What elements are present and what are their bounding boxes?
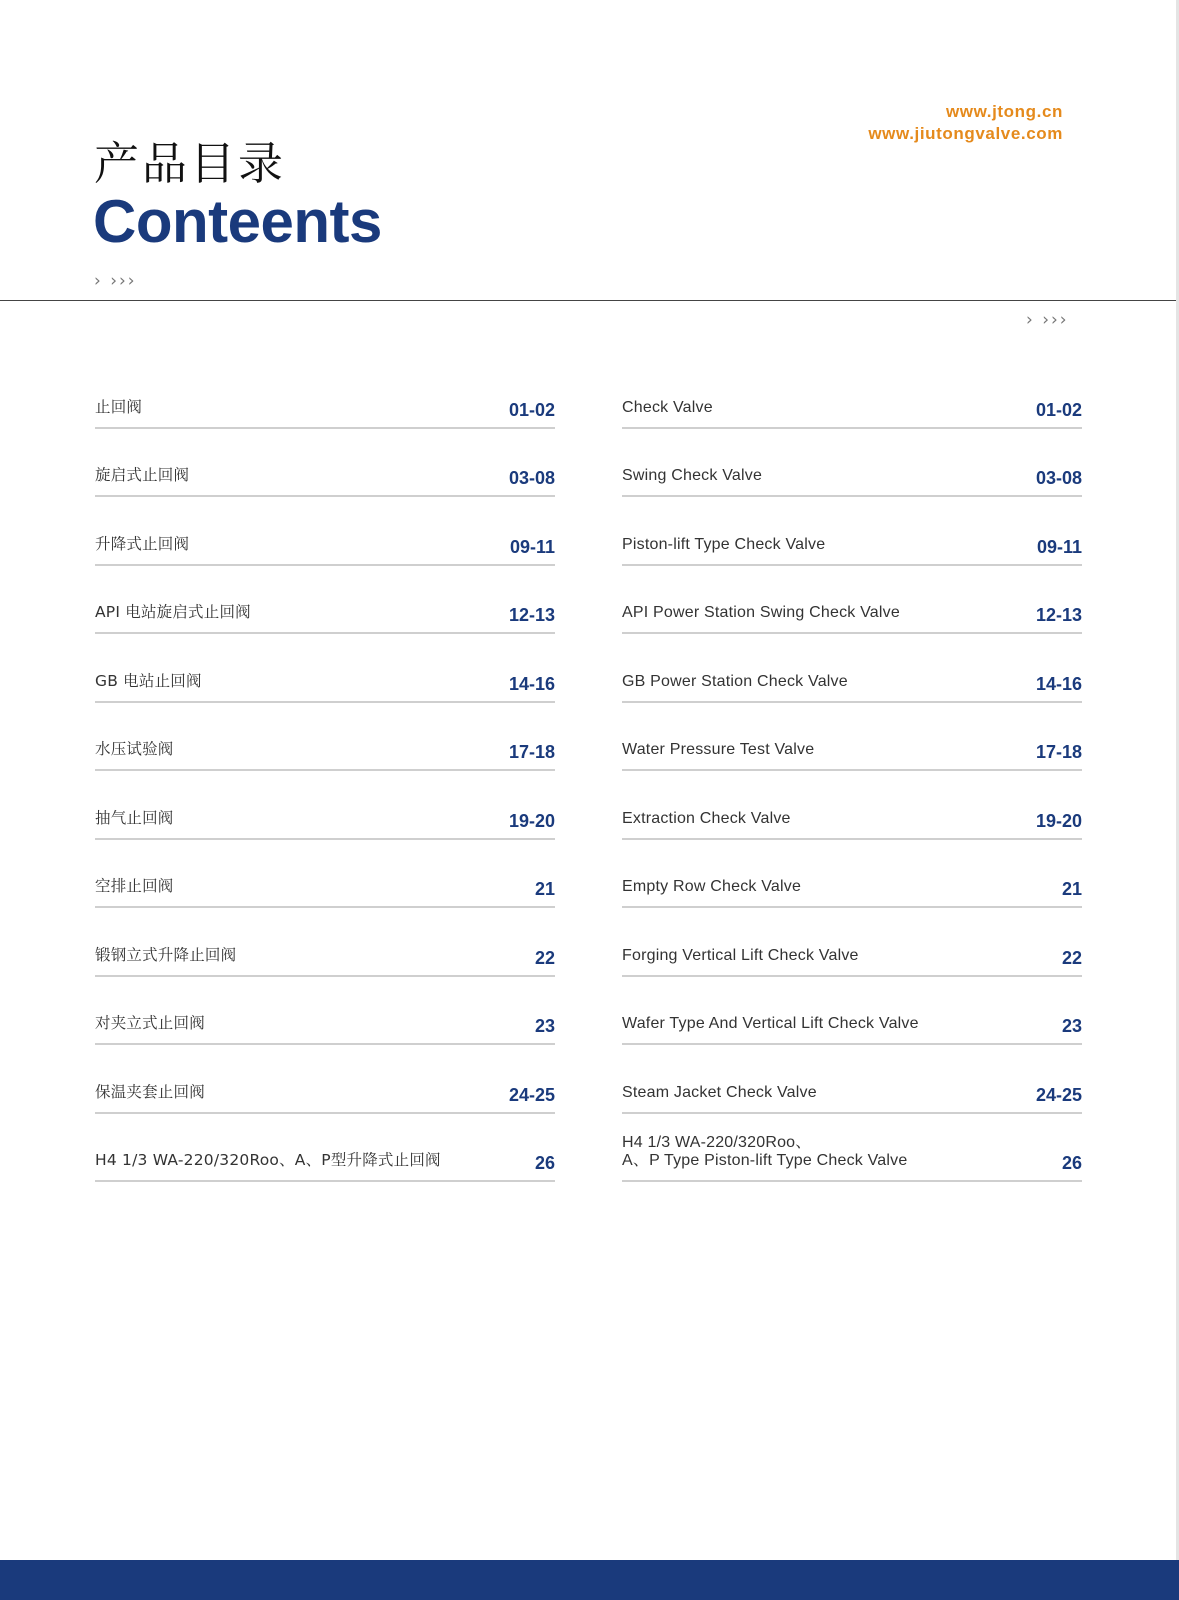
toc-page-number: 12-13 xyxy=(508,605,555,625)
toc-label: GB 电站止回阀 xyxy=(95,671,202,690)
toc-row[interactable] xyxy=(622,634,1082,703)
toc-row[interactable] xyxy=(95,977,555,1046)
toc-label: H4 1/3 WA-220/320Roo、 A、P Type Piston-lift Type Check Valve xyxy=(622,1134,908,1169)
toc-page-number: 09-11 xyxy=(509,536,555,557)
website-urls xyxy=(868,101,1063,145)
toc-underline xyxy=(622,1180,1082,1182)
toc-page-number: 22 xyxy=(1061,947,1082,968)
toc-row[interactable] xyxy=(95,840,555,909)
toc-page-number: 12-13 xyxy=(1035,605,1082,625)
toc-row[interactable] xyxy=(95,429,555,498)
toc-row[interactable] xyxy=(95,634,555,703)
toc-label: 升降式止回阀 xyxy=(95,534,190,553)
toc-page-number: 23 xyxy=(534,1016,555,1036)
chevron-decoration-right: › ››› xyxy=(1026,310,1069,330)
toc-row[interactable] xyxy=(95,771,555,840)
toc-label: 旋启式止回阀 xyxy=(95,466,190,484)
toc-page-number: 03-08 xyxy=(508,468,555,488)
toc-page-number: 03-08 xyxy=(1035,468,1082,488)
toc-page-number: 01-02 xyxy=(1035,399,1082,420)
toc-page-number: 19-20 xyxy=(508,810,555,831)
toc-row[interactable] xyxy=(622,497,1082,566)
toc-row[interactable] xyxy=(622,429,1082,498)
toc-row[interactable] xyxy=(622,566,1082,635)
toc-underline xyxy=(95,1180,555,1182)
toc-label: Water Pressure Test Valve xyxy=(622,741,815,758)
toc-page-number: 26 xyxy=(534,1153,555,1173)
toc-row[interactable] xyxy=(95,908,555,977)
toc-row[interactable] xyxy=(622,977,1082,1046)
toc-page-number: 17-18 xyxy=(1035,742,1082,762)
toc-label: API Power Station Swing Check Valve xyxy=(622,604,900,621)
url-jtong[interactable]: www.jtong.cn xyxy=(945,102,1063,121)
toc-page-number: 21 xyxy=(534,879,555,899)
toc-page-number: 22 xyxy=(534,947,555,968)
toc-label: 止回阀 xyxy=(95,397,143,416)
footer-bar xyxy=(0,1560,1179,1600)
toc-label: Forging Vertical Lift Check Valve xyxy=(622,946,859,964)
toc-row[interactable] xyxy=(622,1045,1082,1114)
toc-page-number: 14-16 xyxy=(508,673,555,694)
toc-label: API 电站旋启式止回阀 xyxy=(95,603,251,621)
toc-row[interactable] xyxy=(95,497,555,566)
toc-label: Wafer Type And Vertical Lift Check Valve xyxy=(622,1015,919,1032)
header-divider xyxy=(0,300,1176,301)
toc-row[interactable] xyxy=(622,1114,1082,1183)
toc-label: 抽气止回阀 xyxy=(95,808,174,827)
toc-label: H4 1/3 WA-220/320Roo、A、P型升降式止回阀 xyxy=(95,1151,441,1169)
toc-label: 对夹立式止回阀 xyxy=(95,1014,205,1032)
toc-label: Swing Check Valve xyxy=(622,467,763,484)
toc-row[interactable] xyxy=(95,1045,555,1114)
toc-page-number: 19-20 xyxy=(1035,810,1082,831)
toc-page-number: 21 xyxy=(1061,879,1082,899)
page-title-en: Conteents xyxy=(93,188,382,255)
toc-row[interactable] xyxy=(95,566,555,635)
toc-page-number: 24-25 xyxy=(1035,1084,1082,1105)
toc-label: 保温夹套止回阀 xyxy=(95,1082,205,1101)
toc-row[interactable] xyxy=(622,771,1082,840)
toc-label: GB Power Station Check Valve xyxy=(622,672,848,690)
toc-row[interactable] xyxy=(95,360,555,429)
toc-english xyxy=(622,360,1082,1182)
toc-label: Piston-lift Type Check Valve xyxy=(622,535,826,553)
page-title-cn: 产品目录 xyxy=(94,137,287,190)
toc-label: 水压试验阀 xyxy=(95,740,174,758)
toc-page-number: 01-02 xyxy=(508,399,555,420)
toc-label: Empty Row Check Valve xyxy=(622,878,802,895)
toc-row[interactable] xyxy=(95,703,555,772)
toc-row[interactable] xyxy=(622,840,1082,909)
url-jiutongvalve[interactable]: www.jiutongvalve.com xyxy=(868,124,1063,143)
toc-chinese xyxy=(95,360,555,1182)
toc-page-number: 24-25 xyxy=(508,1084,555,1105)
toc-label: Steam Jacket Check Valve xyxy=(622,1083,817,1101)
toc-label: 锻钢立式升降止回阀 xyxy=(95,945,237,964)
toc-page-number: 14-16 xyxy=(1035,673,1082,694)
chevron-decoration: › ››› xyxy=(94,271,137,291)
toc-page-number: 23 xyxy=(1061,1016,1082,1036)
toc-row[interactable] xyxy=(622,908,1082,977)
toc-page-number: 09-11 xyxy=(1036,536,1082,557)
toc-page-number: 26 xyxy=(1061,1153,1082,1173)
toc-row[interactable] xyxy=(622,360,1082,429)
toc-page-number: 17-18 xyxy=(508,742,555,762)
toc-label: Check Valve xyxy=(622,398,713,416)
toc-label: Extraction Check Valve xyxy=(622,809,791,827)
toc-row[interactable] xyxy=(95,1114,555,1183)
toc-label: 空排止回阀 xyxy=(95,877,174,895)
toc-row[interactable] xyxy=(622,703,1082,772)
toc-label-line2: A、P Type Piston-lift Type Check Valve xyxy=(622,1152,908,1169)
